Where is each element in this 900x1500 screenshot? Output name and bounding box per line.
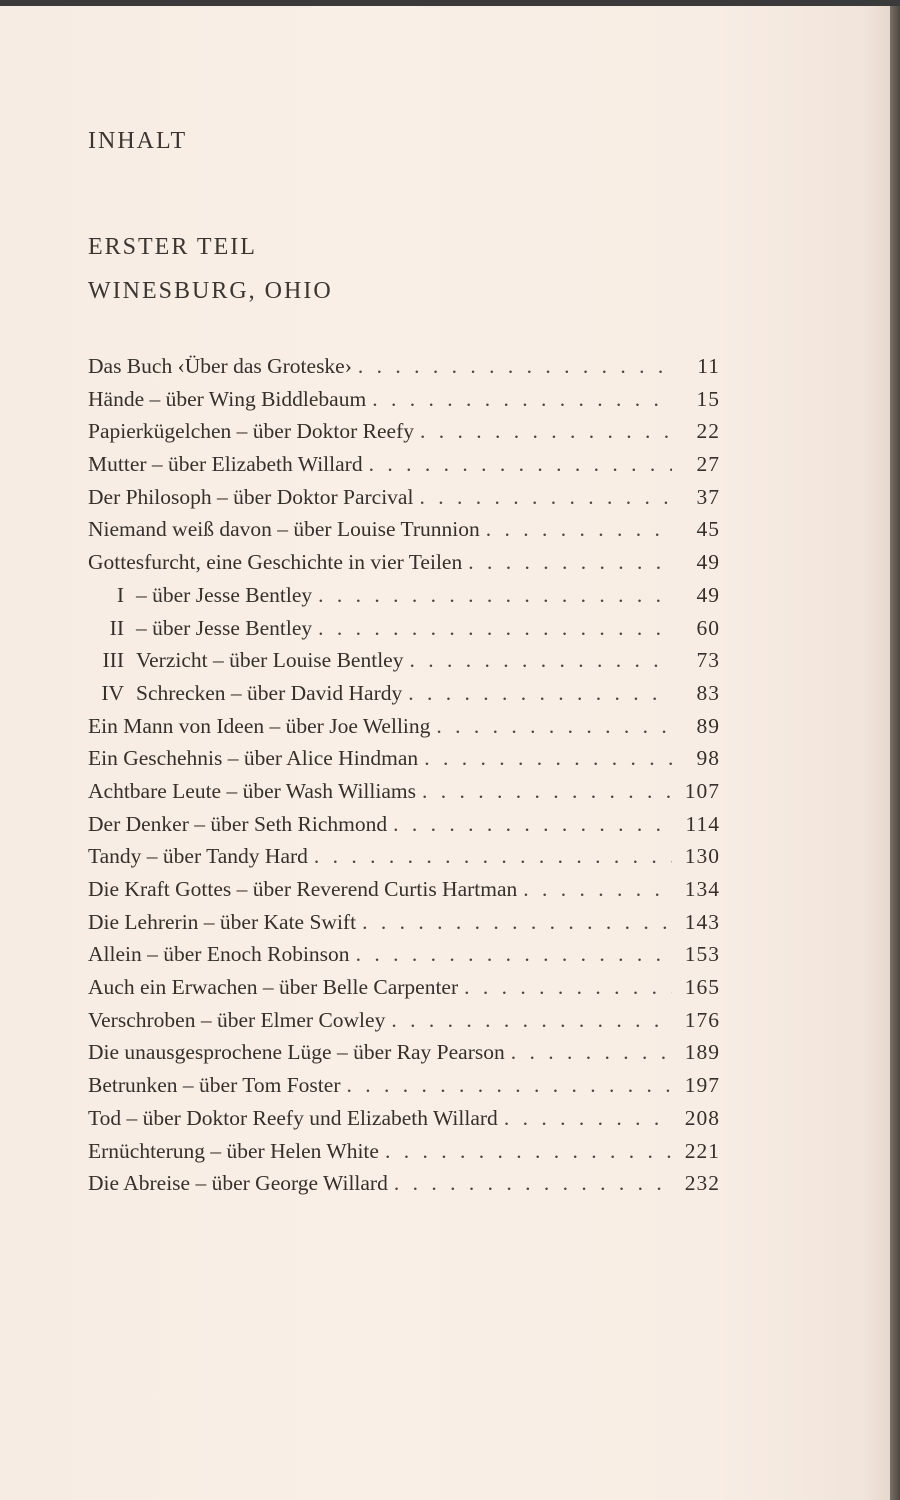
toc-entry-title: Gottesfurcht, eine Geschichte in vier Teilen <box>88 550 463 575</box>
toc-entry-page: 189 <box>684 1040 720 1065</box>
toc-entry <box>88 942 720 975</box>
toc-leader-dots <box>393 812 672 837</box>
toc-leader-dots <box>369 452 672 477</box>
toc-leader-dots <box>486 517 672 542</box>
toc-entry <box>88 419 720 452</box>
toc-entry-page: 197 <box>684 1073 720 1098</box>
toc-entry-title: Hände – über Wing Biddlebaum <box>88 386 367 411</box>
toc-entry <box>88 648 720 681</box>
toc-entry-title: Die Lehrerin – über Kate Swift <box>88 909 357 934</box>
toc-entry <box>88 550 720 583</box>
toc-entry <box>88 877 720 910</box>
toc-entry-page: 73 <box>696 648 720 673</box>
toc-entry-title: Die Abreise – über George Willard <box>88 1171 388 1196</box>
toc-entry-page: 89 <box>696 713 720 738</box>
toc-entry <box>88 746 720 779</box>
toc-entry <box>88 616 720 649</box>
toc-entry <box>88 779 720 812</box>
toc-entry-subnumber: III <box>102 648 124 673</box>
toc-entry-page: 15 <box>696 386 720 411</box>
toc-leader-dots <box>385 1139 672 1164</box>
toc-leader-dots <box>419 485 672 510</box>
toc-entry-title: Ein Geschehnis – über Alice Hindman <box>88 746 419 771</box>
toc-entry <box>88 583 720 616</box>
table-of-contents <box>88 354 720 1204</box>
toc-entry-title: Allein – über Enoch Robinson <box>88 942 350 967</box>
toc-entry-page: 221 <box>684 1138 720 1163</box>
toc-entry <box>88 844 720 877</box>
toc-entry-subnumber: I <box>116 582 124 607</box>
toc-entry-page: 11 <box>697 354 720 378</box>
part-heading: ERSTER TEIL <box>88 234 257 260</box>
toc-entry-title: Die Kraft Gottes – über Reverend Curtis Hartman <box>88 877 518 901</box>
toc-entry-page: 130 <box>684 844 720 869</box>
toc-leader-dots <box>409 648 672 673</box>
part-title: WINESBURG, OHIO <box>88 278 333 304</box>
toc-entry-title: Tod – über Doktor Reefy und Elizabeth Willard <box>88 1105 498 1130</box>
toc-entry <box>88 517 720 550</box>
book-page <box>0 6 890 1500</box>
toc-entry-page: 22 <box>696 419 720 444</box>
toc-entry-title: Schrecken – über David Hardy <box>136 680 403 705</box>
toc-leader-dots <box>424 746 672 771</box>
toc-entry-page: 60 <box>696 615 720 640</box>
toc-entry <box>88 387 720 420</box>
toc-leader-dots <box>422 779 672 804</box>
toc-entry-subnumber: II <box>109 615 124 640</box>
toc-leader-dots <box>394 1171 672 1196</box>
toc-leader-dots <box>372 387 672 412</box>
toc-entry <box>88 485 720 518</box>
toc-entry-title: Papierkügelchen – über Doktor Reefy <box>88 419 414 444</box>
toc-leader-dots <box>464 975 672 1000</box>
toc-entry-page: 45 <box>696 517 720 542</box>
toc-leader-dots <box>362 910 672 935</box>
toc-entry <box>88 975 720 1008</box>
toc-leader-dots <box>420 419 672 444</box>
toc-entry-title: Auch ein Erwachen – über Belle Carpenter <box>88 975 459 1000</box>
toc-entry <box>88 1171 720 1204</box>
toc-leader-dots <box>504 1106 672 1131</box>
toc-entry-subnumber: IV <box>101 680 124 705</box>
toc-entry-title: – über Jesse Bentley <box>136 582 313 607</box>
toc-entry <box>88 452 720 485</box>
toc-entry-page: 37 <box>696 484 720 509</box>
toc-entry-title: Niemand weiß davon – über Louise Trunnion <box>88 517 480 542</box>
toc-entry-page: 176 <box>684 1007 720 1032</box>
toc-leader-dots <box>391 1008 672 1033</box>
toc-leader-dots <box>511 1040 672 1065</box>
toc-entry-page: 49 <box>696 550 720 575</box>
toc-leader-dots <box>314 844 672 869</box>
toc-entry-title: Ernüchterung – über Helen White <box>88 1138 379 1163</box>
toc-entry-title: Der Philosoph – über Doktor Parcival <box>88 484 414 509</box>
toc-entry-page: 27 <box>696 452 720 477</box>
toc-entry-title: – über Jesse Bentley <box>136 615 313 640</box>
toc-entry-title: Achtbare Leute – über Wash Williams <box>88 778 416 803</box>
toc-entry-title: Tandy – über Tandy Hard <box>88 844 308 869</box>
toc-entry-page: 134 <box>684 877 720 901</box>
toc-entry <box>88 714 720 747</box>
toc-entry-title: Das Buch ‹Über das Groteske› <box>88 354 352 378</box>
toc-entry-page: 232 <box>684 1171 720 1196</box>
page-edge <box>890 6 900 1500</box>
toc-entry <box>88 1073 720 1106</box>
toc-entry-page: 153 <box>684 942 720 967</box>
contents-heading: INHALT <box>88 128 188 154</box>
toc-entry-title: Ein Mann von Ideen – über Joe Welling <box>88 713 431 738</box>
toc-entry-page: 165 <box>684 975 720 1000</box>
toc-entry-page: 107 <box>684 778 720 803</box>
toc-entry-page: 114 <box>685 811 720 836</box>
toc-leader-dots <box>318 616 672 641</box>
toc-entry <box>88 681 720 714</box>
toc-entry-page: 49 <box>696 582 720 607</box>
toc-entry-page: 208 <box>684 1105 720 1130</box>
toc-leader-dots <box>468 550 672 575</box>
toc-leader-dots <box>356 942 672 967</box>
toc-leader-dots <box>408 681 672 706</box>
toc-leader-dots <box>436 714 672 739</box>
toc-leader-dots <box>346 1073 672 1098</box>
toc-entry <box>88 910 720 943</box>
toc-entry-page: 83 <box>696 680 720 705</box>
toc-entry <box>88 1139 720 1172</box>
toc-entry-title: Mutter – über Elizabeth Willard <box>88 452 363 477</box>
toc-entry <box>88 1008 720 1041</box>
toc-entry-title: Der Denker – über Seth Richmond <box>88 811 388 836</box>
toc-entry <box>88 812 720 845</box>
toc-entry <box>88 354 720 387</box>
toc-entry <box>88 1106 720 1139</box>
toc-entry-page: 143 <box>684 909 720 934</box>
toc-leader-dots <box>318 583 672 608</box>
toc-entry-title: Betrunken – über Tom Foster <box>88 1073 341 1098</box>
toc-entry <box>88 1040 720 1073</box>
toc-entry-title: Die unausgesprochene Lüge – über Ray Pearson <box>88 1040 505 1065</box>
toc-leader-dots <box>523 877 672 902</box>
toc-entry-page: 98 <box>696 746 720 771</box>
toc-entry-title: Verschroben – über Elmer Cowley <box>88 1007 386 1032</box>
toc-entry-title: Verzicht – über Louise Bentley <box>136 648 404 673</box>
toc-leader-dots <box>358 354 672 379</box>
